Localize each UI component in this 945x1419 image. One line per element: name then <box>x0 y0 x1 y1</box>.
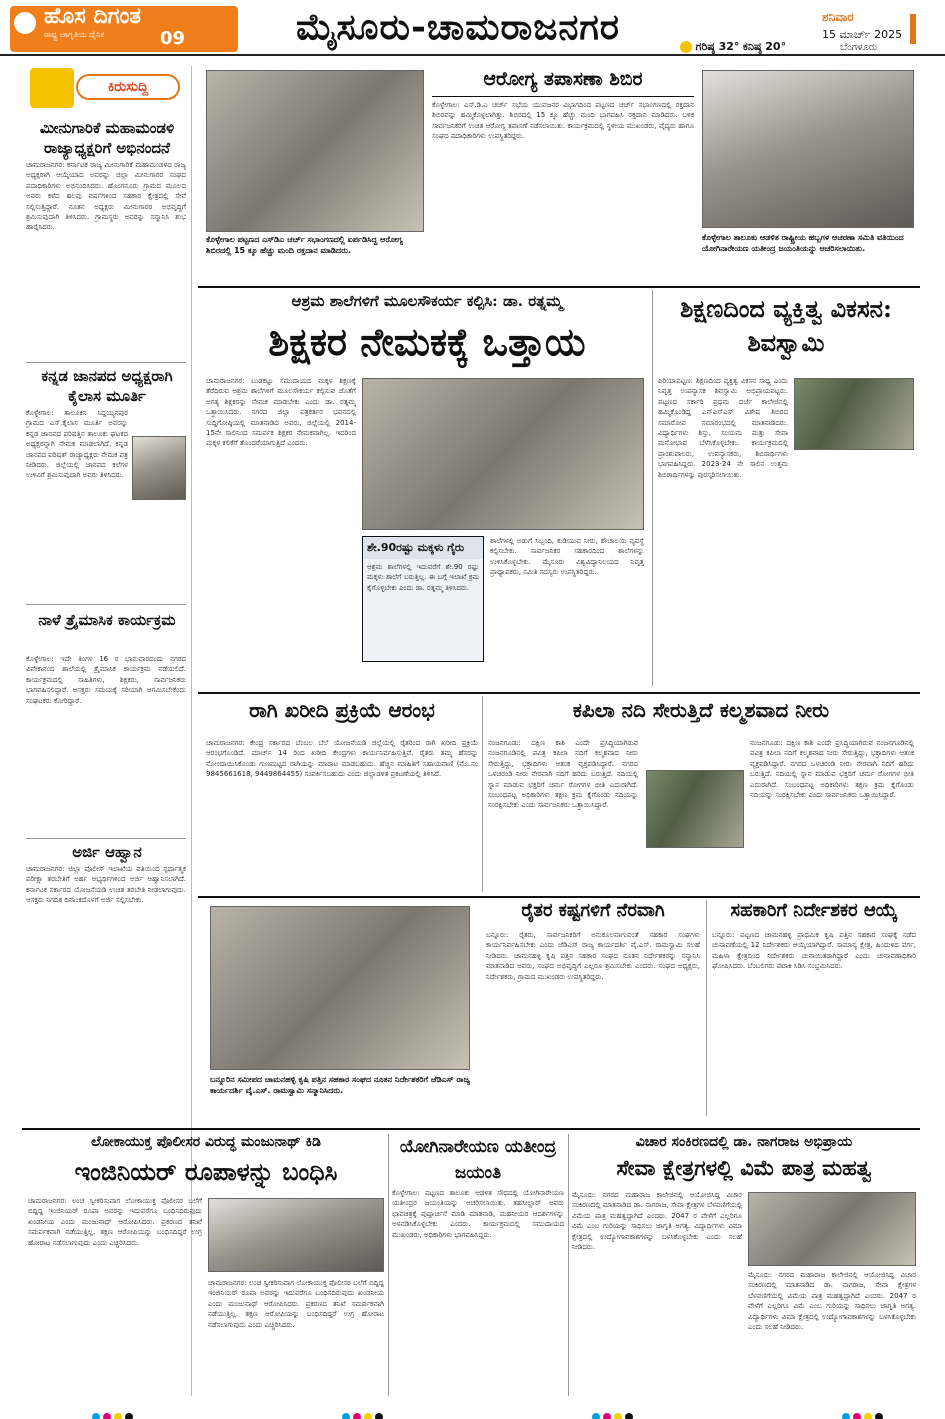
portrait-photo <box>132 436 186 500</box>
lead-body-left: ಚಾಮರಾಜನಗರ: ಬುಡಕಟ್ಟು ಸಮುದಾಯದ ಮಕ್ಕಳ ಶಿಕ್ಷಣಕ್ಕೆ ತೆರೆದಿರುವ ಆಶ್ರಮ ಶಾಲೆಗಳಿಗೆ ಮೂಲಸೌಕರ್ಯ ಕಲ್ಪಿಸುವ ಜೊತೆಗೆ ಅಗತ್ಯ ಶಿಕ್ಷಕರನ್ನು ನೇಮಕ ಮಾಡಬೇಕು ಎಂದು ಡಾ. ರತ್ನಮ್ಮ ಒತ್ತಾಯಿಸಿದರು. ನಗರದ ಜಿಲ್ಲಾ ಪತ್ರಕರ್ತರ ಭವನದಲ್ಲಿ ಸುದ್ದಿಗೋಷ್ಠಿಯಲ್ಲಿ ಮಾತನಾಡಿದ ಅವರು, ಜಿಲ್ಲೆಯಲ್ಲಿ 2014-15ನೇ ಸಾಲಿನಿಂದ ಸಮರ್ಪಕ ಶಿಕ್ಷಕರ ನೇಮಕವಾಗಿಲ್ಲ. ಇದರಿಂದ ಮಕ್ಕಳ ಕಲಿಕೆಗೆ ತೊಂದರೆಯಾಗುತ್ತಿದೆ ಎಂದರು. <box>206 377 356 448</box>
right-lead-headline: ಶಿಕ್ಷಣದಿಂದ ವ್ಯಕ್ತಿತ್ವ ವಿಕಸನ: ಶಿವಸ್ವಾಮಿ <box>680 294 892 357</box>
temp-min: ಕನಿಷ್ಠ 20° <box>742 40 787 53</box>
photo1-caption: ಕೊಳ್ಳೇಗಾಲ ಪಟ್ಟಣದ ಎಸ್‌ಡಿಎ ಚರ್ಚ್ ಸಭಾಂಗಣದಲ್ಲಿ ಏರ್ಪಡಿಸಿದ್ದ ಆರೋಗ್ಯ ಶಿಬಿರದಲ್ಲಿ 15 ಕ್ಕೂ ಹೆಚ್ಚು ಮಂದಿ ರಕ್ತದಾನ ಮಾಡಿದರು. <box>206 235 403 255</box>
kapila-headline: ಕಪಿಲಾ ನದಿ ಸೇರುತ್ತಿದೆ ಕಲ್ಮಶವಾದ ನೀರು <box>572 698 830 722</box>
jayanti-photo <box>702 70 914 228</box>
registration-marks <box>92 1406 136 1419</box>
story1-body: ಚಾಮರಾಜನಗರ: ಕರ್ನಾಟಕ ರಾಜ್ಯ ಮೀನುಗಾರಿಕೆ ಮಹಾಮಂಡಳದ ರಾಜ್ಯ ಅಧ್ಯಕ್ಷರಾಗಿ ಆಯ್ಕೆಯಾದ ಅವರನ್ನು ಜಿಲ್ಲಾ ಮೀನುಗಾರರ ಸಂಘದ ಪದಾಧಿಕಾರಿಗಳು ಅಭಿನಂದಿಸಿದರು. ಹೊಂಗನೂರು ಗ್ರಾಮದ ಮೂಲದ ಅವರು ಕಳೆದ ಹಲವು ವರ್ಷಗಳಿಂದ ಸಹಕಾರ ಕ್ಷೇತ್ರದಲ್ಲಿ ಸೇವೆ ಸಲ್ಲಿಸುತ್ತಿದ್ದಾರೆ. ನೂತನ ಅಧ್ಯಕ್ಷರು ಮೀನುಗಾರರ ಅಭಿವೃದ್ಧಿಗೆ ಶ್ರಮಿಸುವುದಾಗಿ ತಿಳಿಸಿದರು. ಗ್ರಾಮಸ್ಥರು ಅವರನ್ನು ಸನ್ಮಾನಿಸಿ ಶುಭ ಹಾರೈಸಿದರು. <box>26 161 186 232</box>
hand-icon <box>30 68 74 108</box>
river-photo <box>646 770 744 848</box>
lokayukta-photo <box>208 1198 384 1272</box>
divider <box>26 604 186 605</box>
sahakara-body: ಬನ್ನೂರು: ಪಟ್ಟಣದ ಚಾಮನಹಳ್ಳಿ ಪ್ರಾಥಮಿಕ ಕೃಷಿ ಪತ್ತಿನ ಸಹಕಾರ ಸಂಘಕ್ಕೆ ನಡೆದ ಚುನಾವಣೆಯಲ್ಲಿ 12 ನಿರ್ದೇಶಕರು ಆಯ್ಕೆಯಾಗಿದ್ದಾರೆ. ಸಾಮಾನ್ಯ ಕ್ಷೇತ್ರ, ಹಿಂದುಳಿದ ವರ್ಗ, ಮಹಿಳಾ ಕ್ಷೇತ್ರದಿಂದ ನಿರ್ದೇಶಕರು ಚುನಾಯಿತರಾಗಿದ್ದಾರೆ ಎಂದು ಚುನಾವಣಾಧಿಕಾರಿ ಘೋಷಿಸಿದರು. ಬೆಂಬಲಿಗರು ಪಟಾಕಿ ಸಿಡಿಸಿ ಸಂಭ್ರಮಿಸಿದರು. <box>712 931 916 971</box>
raitara-headline: ರೈತರ ಕಷ್ಟಗಳಿಗೆ ನೆರವಾಗಿ <box>521 900 665 921</box>
divider <box>26 362 186 363</box>
story4-headline: ಅರ್ಜಿ ಆಹ್ವಾನ <box>72 843 142 861</box>
pull-quote-body: ಆಶ್ರಮ ಶಾಲೆಗಳಲ್ಲಿ ಇದುವರೆಗೆ ಶೇ.90 ರಷ್ಟು ಮಕ್ಕಳು ಶಾಲೆಗೆ ಬರುತ್ತಿಲ್ಲ. ಈ ಬಗ್ಗೆ ಇಲಾಖೆ ಕ್ರಮ ಕೈಗೊಳ್ಳಬೇಕು ಎಂದು ಡಾ. ರತ್ನಮ್ಮ ತಿಳಿಸಿದರು. <box>367 563 479 592</box>
pull-quote-title: ಶೇ.90ರಷ್ಟು ಮಕ್ಕಳು ಗೈರು <box>363 537 483 559</box>
registration-marks <box>842 1406 886 1419</box>
masthead-accent <box>910 14 916 44</box>
lokayukta-kicker: ಲೋಕಾಯುಕ್ತ ಪೊಲೀಸರ ವಿರುದ್ಧ ಮಂಜುನಾಥ್ ಕಿಡಿ <box>91 1134 321 1150</box>
story3-headline: ನಾಳೆ ತ್ರೈಮಾಸಿಕ ಕಾರ್ಯಕ್ರಮ <box>38 611 176 629</box>
weather-readout <box>680 40 786 54</box>
felicitation-photo <box>210 906 470 1070</box>
section-divider <box>198 286 920 288</box>
region-title: ಮೈಸೂರು-ಚಾಮರಾಜನಗರ <box>296 6 620 48</box>
right-lead-body: ಪಿರಿಯಾಪಟ್ಟಣ: ಶಿಕ್ಷಣದಿಂದ ವ್ಯಕ್ತಿತ್ವ ವಿಕಸನ ಸಾಧ್ಯ ಎಂದು ನಿವೃತ್ತ ಉಪನ್ಯಾಸಕ ಶಿವಸ್ವಾಮಿ ಅಭಿಪ್ರಾಯಪಟ್ಟರು. ಪಟ್ಟಣದ ಸರ್ಕಾರಿ ಪ್ರಥಮ ದರ್ಜೆ ಕಾಲೇಜಿನಲ್ಲಿ ಹಮ್ಮಿಕೊಂಡಿದ್ದ ಎನ್‌ಎಸ್‌ಎಸ್ ವಿಶೇಷ ಶಿಬಿರದ ಸಮಾರೋಪ ಸಮಾರಂಭದಲ್ಲಿ ಮಾತನಾಡಿದರು. ವಿದ್ಯಾರ್ಥಿಗಳು ಶಿಸ್ತು, ಸಂಯಮ ಮತ್ತು ಸೇವಾ ಮನೋಭಾವ ಬೆಳೆಸಿಕೊಳ್ಳಬೇಕು. ಕಾರ್ಯಕ್ರಮದಲ್ಲಿ ಪ್ರಾಂಶುಪಾಲರು, ಉಪನ್ಯಾಸಕರು, ಶಿಬಿರಾರ್ಥಿಗಳು ಭಾಗವಹಿಸಿದ್ದರು. 2023-24 ನೇ ಸಾಲಿನ ಉತ್ತಮ ಶಿಬಿರಾರ್ಥಿಗಳನ್ನು ಪುರಸ್ಕರಿಸಲಾಯಿತು. <box>658 377 788 479</box>
temp-max: ಗರಿಷ್ಠ 32° <box>695 40 740 53</box>
vima-headline: ಸೇವಾ ಕ್ಷೇತ್ರಗಳಲ್ಲಿ ವಿಮೆ ಪಾತ್ರ ಮಹತ್ವ <box>616 1155 872 1180</box>
column-divider <box>388 1134 389 1396</box>
column-divider <box>482 696 483 892</box>
blood-donation-photo <box>206 70 424 232</box>
lokayukta-body-cont: ಚಾಮರಾಜನಗರ: ಲಂಚ ಸ್ವೀಕರಿಸುವಾಗ ಲೋಕಾಯುಕ್ತ ಪೊಲೀಸರ ಬಲೆಗೆ ಬಿದ್ದಿದ್ದ ಇಂಜಿನಿಯರ್ ರೂಪಾ ಅವರನ್ನು ಇದುವರೆಗೂ ಬಂಧಿಸದಿರುವುದು ಖಂಡನೀಯ ಎಂದು ಮಂಜುನಾಥ್ ಆರೋಪಿಸಿದರು. ಪ್ರಕರಣದ ತನಿಖೆ ಸಮರ್ಪಕವಾಗಿ ನಡೆಯುತ್ತಿಲ್ಲ. ತಕ್ಷಣ ಆರೋಪಿಯನ್ನು ಬಂಧಿಸದಿದ್ದರೆ ಉಗ್ರ ಹೋರಾಟ ನಡೆಸಲಾಗುವುದು ಎಂದು ಎಚ್ಚರಿಸಿದರು. <box>208 1279 384 1329</box>
pull-quote-box <box>362 536 484 662</box>
lead-headline: ಶಿಕ್ಷಕರ ನೇಮಕಕ್ಕೆ ಒತ್ತಾಯ <box>268 319 586 364</box>
section-divider <box>198 692 920 694</box>
seminar-photo <box>748 1192 916 1266</box>
story3-body: ಕೊಳ್ಳೇಗಾಲ: ಇದೇ ತಿಂಗಳ 16 ರ ಭಾನುವಾರದಂದು ನಗರದ ವಿವೇಕಾನಂದ ಶಾಲೆಯಲ್ಲಿ ತ್ರೈಮಾಸಿಕ ಕಾರ್ಯಕ್ರಮ ನಡೆಯಲಿದೆ. ಕಾರ್ಯಕ್ರಮದಲ್ಲಿ ಸಾಹಿತಿಗಳು, ಶಿಕ್ಷಕರು, ಸಾರ್ವಜನಿಕರು ಭಾಗವಹಿಸಲಿದ್ದಾರೆ. ಆಸಕ್ತರು ಸಮಯಕ್ಕೆ ಸರಿಯಾಗಿ ಆಗಮಿಸಬೇಕೆಂದು ಸಂಘಟಕರು ಕೋರಿದ್ದಾರೆ. <box>26 655 186 705</box>
kapila-body: ನಂಜನಗೂಡು: ದಕ್ಷಿಣ ಕಾಶಿ ಎಂದೇ ಪ್ರಸಿದ್ಧಿಯಾಗಿರುವ ನಂಜನಗೂಡಿನಲ್ಲಿ ಪವಿತ್ರ ಕಪಿಲಾ ನದಿಗೆ ಕಲ್ಮಶವಾದ ನೀರು ಸೇರುತ್ತಿದ್ದು, ಭಕ್ತಾದಿಗಳು ಆತಂಕ ವ್ಯಕ್ತಪಡಿಸಿದ್ದಾರೆ. ನಗರದ ಒಳಚರಂಡಿ ನೀರು ನೇರವಾಗಿ ನದಿಗೆ ಹರಿದು ಬರುತ್ತಿದೆ. ನದಿಯಲ್ಲಿ ಸ್ನಾನ ಮಾಡುವ ಭಕ್ತರಿಗೆ ಚರ್ಮ ರೋಗಗಳ ಭೀತಿ ಎದುರಾಗಿದೆ. ಸಂಬಂಧಪಟ್ಟ ಅಧಿಕಾರಿಗಳು ತಕ್ಷಣ ಕ್ರಮ ಕೈಗೊಂಡು ನದಿಯನ್ನು ಸಂರಕ್ಷಿಸಬೇಕು ಎಂದು ಸಾರ್ವಜನಿಕರು ಒತ್ತಾಯಿಸಿದ್ದಾರೆ. <box>488 739 638 810</box>
paper-name: ಹೊಸ ದಿಗಂತ <box>44 4 142 29</box>
yogi-headline: ಯೋಗಿನಾರೇಯಣ ಯತೀಂದ್ರ ಜಯಂತಿ <box>399 1137 557 1183</box>
vima-body: ಮೈಸೂರು: ನಗರದ ಮಹಾರಾಜ ಕಾಲೇಜಿನಲ್ಲಿ ಆಯೋಜಿಸಿದ್ದ ವಿಚಾರ ಸಂಕಿರಣದಲ್ಲಿ ಮಾತನಾಡಿದ ಡಾ. ನಾಗರಾಜ, ಸೇವಾ ಕ್ಷೇತ್ರಗಳ ಬೆಳವಣಿಗೆಯಲ್ಲಿ ವಿಮೆಯ ಪಾತ್ರ ಮಹತ್ವದ್ದಾಗಿದೆ ಎಂದರು. 2047 ರ ವೇಳೆಗೆ ಎಲ್ಲರಿಗೂ ವಿಮೆ ಎಂಬ ಗುರಿಯನ್ನು ಸಾಧಿಸಲು ಜಾಗೃತಿ ಅಗತ್ಯ. ವಿದ್ಯಾರ್ಥಿಗಳು ವಿಮಾ ಕ್ಷೇತ್ರದಲ್ಲಿ ಉದ್ಯೋಗಾವಕಾಶಗಳನ್ನು ಬಳಸಿಕೊಳ್ಳಬೇಕು ಎಂದು ಸಲಹೆ ನೀಡಿದರು. <box>572 1191 742 1252</box>
vima-kicker: ವಿಚಾರ ಸಂಕಿರಣದಲ್ಲಿ ಡಾ. ನಾಗರಾಜ ಅಭಿಪ್ರಾಯ <box>635 1134 853 1150</box>
divider <box>432 96 694 97</box>
raitara-body: ಬನ್ನೂರು: ರೈತರು, ಸಾರ್ವಜನಿಕರಿಗೆ ಅನುಕೂಲವಾಗುವಂತೆ ಸಹಕಾರ ಸಂಘಗಳು ಕಾರ್ಯನಿರ್ವಹಿಸಬೇಕು ಎಂದು ಜೆಡಿಎಸ್ ರಾಜ್ಯ ಕಾರ್ಯದರ್ಶಿ ವೈ.ಎಸ್. ರಾಮಸ್ವಾಮಿ ಸಲಹೆ ನೀಡಿದರು. ಚಾಮನಹಳ್ಳಿ ಕೃಷಿ ಪತ್ತಿನ ಸಹಕಾರ ಸಂಘದ ನೂತನ ನಿರ್ದೇಶಕರನ್ನು ಸನ್ಮಾನಿಸಿ ಮಾತನಾಡಿದ ಅವರು, ಸಂಘದ ಅಭಿವೃದ್ಧಿಗೆ ಎಲ್ಲರೂ ಶ್ರಮಿಸಬೇಕು ಎಂದರು. ಸಂಘದ ಅಧ್ಯಕ್ಷರು, ನಿರ್ದೇಶಕರು, ಗ್ರಾಮದ ಮುಖಂಡರು ಉಪಸ್ಥಿತರಿದ್ದರು. <box>486 931 700 981</box>
issue-date: 15 ಮಾರ್ಚ್ 2025 <box>822 28 903 41</box>
ragi-body: ಚಾಮರಾಜನಗರ: ಕೇಂದ್ರ ಸರ್ಕಾರದ ಬೆಂಬಲ ಬೆಲೆ ಯೋಜನೆಯಡಿ ಜಿಲ್ಲೆಯಲ್ಲಿ ರೈತರಿಂದ ರಾಗಿ ಖರೀದಿ ಪ್ರಕ್ರಿಯೆ ಆರಂಭಗೊಂಡಿದೆ. ಮಾರ್ಚ್ 14 ರಿಂದ ಖರೀದಿ ಕೇಂದ್ರಗಳು ಕಾರ್ಯನಿರ್ವಹಿಸುತ್ತಿವೆ. ರೈತರು ತಮ್ಮ ಹೆಸರನ್ನು ನೋಂದಾಯಿಸಿಕೊಂಡು ಗುಣಮಟ್ಟದ ರಾಗಿಯನ್ನು ಮಾರಾಟ ಮಾಡಬಹುದು. ಹೆಚ್ಚಿನ ಮಾಹಿತಿಗೆ ಸಹಾಯವಾಣಿ (ಮೊ.ನಂ 9845661618, 9449864455) ಸಂಪರ್ಕಿಸಬಹುದು ಎಂದು ಜಿಲ್ಲಾಡಳಿತ ಪ್ರಕಟಣೆಯಲ್ಲಿ ತಿಳಿಸಿದೆ. <box>206 739 478 779</box>
sahakara-headline: ಸಹಕಾರಿಗೆ ನಿರ್ದೇಶಕರ ಆಯ್ಕೆ <box>730 900 898 921</box>
story2-headline: ಕನ್ನಡ ಜಾನಪದ ಅಧ್ಯಕ್ಷರಾಗಿ ಕೈಲಾಸ ಮೂರ್ತಿ <box>41 367 173 405</box>
yogi-body: ಕೊಳ್ಳೇಗಾಲ: ಪಟ್ಟಣದ ತಾಲೂಕು ಆಡಳಿತ ಸೌಧದಲ್ಲಿ ಯೋಗಿನಾರೇಯಣ ಯತೀಂದ್ರರ ಜಯಂತಿಯನ್ನು ಆಚರಿಸಲಾಯಿತು. ತಹಸೀಲ್ದಾರ್ ಅವರು ಭಾವಚಿತ್ರಕ್ಕೆ ಪುಷ್ಪಾರ್ಚನೆ ಮಾಡಿ ಮಾತನಾಡಿ, ಮಹನೀಯರ ಆದರ್ಶಗಳನ್ನು ಅಳವಡಿಸಿಕೊಳ್ಳಬೇಕು ಎಂದರು. ಕಾರ್ಯಕ್ರಮದಲ್ಲಿ ಸಮುದಾಯದ ಮುಖಂಡರು, ಅಧಿಕಾರಿಗಳು ಭಾಗವಹಿಸಿದ್ದರು. <box>392 1189 564 1239</box>
paper-tagline: ರಾಷ್ಟ್ರ ಜಾಗೃತಿಯ ದೈನಿಕ <box>44 30 105 39</box>
lead-kicker: ಆಶ್ರಮ ಶಾಲೆಗಳಿಗೆ ಮೂಲಸೌಕರ್ಯ ಕಲ್ಪಿಸಿ: ಡಾ. ರತ್ನಮ್ಮ <box>291 292 563 310</box>
divider <box>26 838 186 839</box>
section-divider <box>198 896 920 898</box>
lokayukta-body: ಚಾಮರಾಜನಗರ: ಲಂಚ ಸ್ವೀಕರಿಸುವಾಗ ಲೋಕಾಯುಕ್ತ ಪೊಲೀಸರ ಬಲೆಗೆ ಬಿದ್ದಿದ್ದ ಇಂಜಿನಿಯರ್ ರೂಪಾ ಅವರನ್ನು ಇದುವರೆಗೂ ಬಂಧಿಸದಿರುವುದು ಖಂಡನೀಯ ಎಂದು ಮಂಜುನಾಥ್ ಆರೋಪಿಸಿದರು. ಪ್ರಕರಣದ ತನಿಖೆ ಸಮರ್ಪಕವಾಗಿ ನಡೆಯುತ್ತಿಲ್ಲ. ತಕ್ಷಣ ಆರೋಪಿಯನ್ನು ಬಂಧಿಸದಿದ್ದರೆ ಉಗ್ರ ಹೋರಾಟ ನಡೆಸಲಾಗುವುದು ಎಂದು ಎಚ್ಚರಿಸಿದರು. <box>28 1197 202 1247</box>
registration-marks <box>592 1406 636 1419</box>
nss-camp-photo <box>794 378 914 450</box>
story2-body: ಕೊಳ್ಳೇಗಾಲ: ತಾಲೂಕಿನ ಸಿದ್ದಯ್ಯನಪುರ ಗ್ರಾಮದ ಎಸ್.ಕೈಲಾಸ ಮೂರ್ತಿ ಅವರನ್ನು ಕನ್ನಡ ಜಾನಪದ ಪರಿಷತ್ತಿನ ತಾಲೂಕು ಘಟಕದ ಅಧ್ಯಕ್ಷರನ್ನಾಗಿ ನೇಮಕ ಮಾಡಲಾಗಿದೆ. ಕನ್ನಡ ಜಾನಪದ ಪರಿಷತ್ ರಾಜ್ಯಾಧ್ಯಕ್ಷರು ನೇಮಕ ಪತ್ರ ನೀಡಿದರು. ಜಿಲ್ಲೆಯಲ್ಲಿ ಜಾನಪದ ಕಲೆಗಳ ಉಳಿವಿಗೆ ಶ್ರಮಿಸುವುದಾಗಿ ಅವರು ತಿಳಿಸಿದರು. <box>26 409 128 480</box>
story4-body: ಚಾಮರಾಜನಗರ: ಜಿಲ್ಲಾ ಪೊಲೀಸ್ ಇಲಾಖೆಯ ವತಿಯಿಂದ ಸ್ಪರ್ಧಾತ್ಮಕ ಪರೀಕ್ಷಾ ತರಬೇತಿಗೆ ಅರ್ಹ ಅಭ್ಯರ್ಥಿಗಳಿಂದ ಅರ್ಜಿ ಆಹ್ವಾನಿಸಲಾಗಿದೆ. ಕರ್ನಾಟಕ ಸರ್ಕಾರದ ಯೋಜನೆಯಡಿ ಉಚಿತ ತರಬೇತಿ ನೀಡಲಾಗುವುದು. ಆಸಕ್ತರು ನಿಗದಿತ ದಿನಾಂಕದೊಳಗೆ ಅರ್ಜಿ ಸಲ್ಲಿಸಬೇಕು. <box>26 865 186 905</box>
emblem-icon <box>14 12 36 34</box>
issue-day: ಶನಿವಾರ <box>822 10 854 24</box>
kiru-suddi-label: ಕಿರುಸುದ್ದಿ <box>76 74 180 100</box>
press-meet-photo <box>362 378 644 530</box>
edition-city: ಬೆಂಗಳೂರು <box>840 42 878 53</box>
page-number: 09 <box>160 28 186 49</box>
health-headline: ಆರೋಗ್ಯ ತಪಾಸಣಾ ಶಿಬಿರ <box>483 68 643 90</box>
registration-marks <box>342 1406 386 1419</box>
sun-icon <box>680 41 692 53</box>
photo2-caption: ಕೊಳ್ಳೇಗಾಲ ತಾಲೂಕು ಆಡಳಿತ ರಾಷ್ಟ್ರೀಯ ಹಬ್ಬಗಳ ಆಚರಣಾ ಸಮಿತಿ ವತಿಯಿಂದ ಯೋಗಿನಾರೇಯಣ ಯತೀಂದ್ರ ಜಯಂತಿಯನ್ನು ಆಚರಿಸಲಾಯಿತು. <box>702 233 904 253</box>
section-divider <box>22 1128 920 1130</box>
kapila-body-cont: ನಂಜನಗೂಡು: ದಕ್ಷಿಣ ಕಾಶಿ ಎಂದೇ ಪ್ರಸಿದ್ಧಿಯಾಗಿರುವ ನಂಜನಗೂಡಿನಲ್ಲಿ ಪವಿತ್ರ ಕಪಿಲಾ ನದಿಗೆ ಕಲ್ಮಶವಾದ ನೀರು ಸೇರುತ್ತಿದ್ದು, ಭಕ್ತಾದಿಗಳು ಆತಂಕ ವ್ಯಕ್ತಪಡಿಸಿದ್ದಾರೆ. ನಗರದ ಒಳಚರಂಡಿ ನೀರು ನೇರವಾಗಿ ನದಿಗೆ ಹರಿದು ಬರುತ್ತಿದೆ. ನದಿಯಲ್ಲಿ ಸ್ನಾನ ಮಾಡುವ ಭಕ್ತರಿಗೆ ಚರ್ಮ ರೋಗಗಳ ಭೀತಿ ಎದುರಾಗಿದೆ. ಸಂಬಂಧಪಟ್ಟ ಅಧಿಕಾರಿಗಳು ತಕ್ಷಣ ಕ್ರಮ ಕೈಗೊಂಡು ನದಿಯನ್ನು ಸಂರಕ್ಷಿಸಬೇಕು ಎಂದು ಸಾರ್ವಜನಿಕರು ಒತ್ತಾಯಿಸಿದ್ದಾರೆ. <box>750 739 914 800</box>
ragi-headline: ರಾಗಿ ಖರೀದಿ ಪ್ರಕ್ರಿಯೆ ಆರಂಭ <box>249 698 435 722</box>
health-body: ಕೊಳ್ಳೇಗಾಲ: ಎಸ್.ಡಿ.ಎ ಚರ್ಚ್ ಸಭೆಯ ಯುವಜನರ ವಿಭಾಗದಿಂದ ಪಟ್ಟಣದ ಚರ್ಚ್ ಸಭಾಂಗಣದಲ್ಲಿ ರಕ್ತದಾನ ಶಿಬಿರವನ್ನು ಹಮ್ಮಿಕೊಳ್ಳಲಾಗಿತ್ತು. ಶಿಬಿರದಲ್ಲಿ 15 ಕ್ಕೂ ಹೆಚ್ಚು ಮಂದಿ ಭಾಗವಹಿಸಿ ರಕ್ತದಾನ ಮಾಡಿದರು. ಬಳಿಕ ಸಾರ್ವಜನಿಕರಿಗೆ ಉಚಿತ ಆರೋಗ್ಯ ತಪಾಸಣೆ ನಡೆಸಲಾಯಿತು. ಕಾರ್ಯಕ್ರಮದಲ್ಲಿ ಸ್ಥಳೀಯ ಮುಖಂಡರು, ವೈದ್ಯರು ಹಾಗೂ ಸಂಘದ ಪದಾಧಿಕಾರಿಗಳು ಉಪಸ್ಥಿತರಿದ್ದರು. <box>432 101 694 141</box>
lead-body-right: ಶಾಲೆಗಳಲ್ಲಿ ಅಡುಗೆ ಸಿಬ್ಬಂದಿ, ಕುಡಿಯುವ ನೀರು, ಶೌಚಾಲಯ ವ್ಯವಸ್ಥೆ ಕಲ್ಪಿಸಬೇಕು. ಸಾರ್ವಜನಿಕರ ಸಹಕಾರದಿಂದ ಶಾಲೆಗಳನ್ನು ಉಳಿಸಿಕೊಳ್ಳಬೇಕು. ಮೈಸೂರು ವಿಶ್ವವಿದ್ಯಾನಿಲಯದ ನಿವೃತ್ತ ಪ್ರಾಧ್ಯಾಪಕರು, ಸಮಿತಿ ಸದಸ್ಯರು ಉಪಸ್ಥಿತರಿದ್ದರು. <box>490 537 644 577</box>
lokayukta-headline: ಇಂಜಿನಿಯರ್ ರೂಪಾಳನ್ನು ಬಂಧಿಸಿ <box>74 1157 338 1186</box>
column-divider <box>568 1134 569 1396</box>
vima-body-cont: ಮೈಸೂರು: ನಗರದ ಮಹಾರಾಜ ಕಾಲೇಜಿನಲ್ಲಿ ಆಯೋಜಿಸಿದ್ದ ವಿಚಾರ ಸಂಕಿರಣದಲ್ಲಿ ಮಾತನಾಡಿದ ಡಾ. ನಾಗರಾಜ, ಸೇವಾ ಕ್ಷೇತ್ರಗಳ ಬೆಳವಣಿಗೆಯಲ್ಲಿ ವಿಮೆಯ ಪಾತ್ರ ಮಹತ್ವದ್ದಾಗಿದೆ ಎಂದರು. 2047 ರ ವೇಳೆಗೆ ಎಲ್ಲರಿಗೂ ವಿಮೆ ಎಂಬ ಗುರಿಯನ್ನು ಸಾಧಿಸಲು ಜಾಗೃತಿ ಅಗತ್ಯ. ವಿದ್ಯಾರ್ಥಿಗಳು ವಿಮಾ ಕ್ಷೇತ್ರದಲ್ಲಿ ಉದ್ಯೋಗಾವಕಾಶಗಳನ್ನು ಬಳಸಿಕೊಳ್ಳಬೇಕು ಎಂದು ಸಲಹೆ ನೀಡಿದರು. <box>748 1271 916 1332</box>
middle-photo-caption: ಬನ್ನೂರಿನ ಸಮೀಪದ ಚಾಮನಹಳ್ಳಿ ಕೃಷಿ ಪತ್ತಿನ ಸಹಕಾರ ಸಂಘದ ನೂತನ ನಿರ್ದೇಶಕರಿಗೆ ಜೆಡಿಎಸ್ ರಾಜ್ಯ ಕಾರ್ಯದರ್ಶಿ ವೈ.ಎಸ್. ರಾಮಸ್ವಾಮಿ ಸನ್ಮಾನಿಸಿದರು. <box>210 1075 470 1095</box>
story1-headline: ಮೀನುಗಾರಿಕೆ ಮಹಾಮಂಡಳಿ ರಾಜ್ಯಾಧ್ಯಕ್ಷರಿಗೆ ಅಭಿನಂದನೆ <box>39 119 175 157</box>
column-divider <box>706 900 707 1116</box>
column-divider <box>652 290 653 686</box>
